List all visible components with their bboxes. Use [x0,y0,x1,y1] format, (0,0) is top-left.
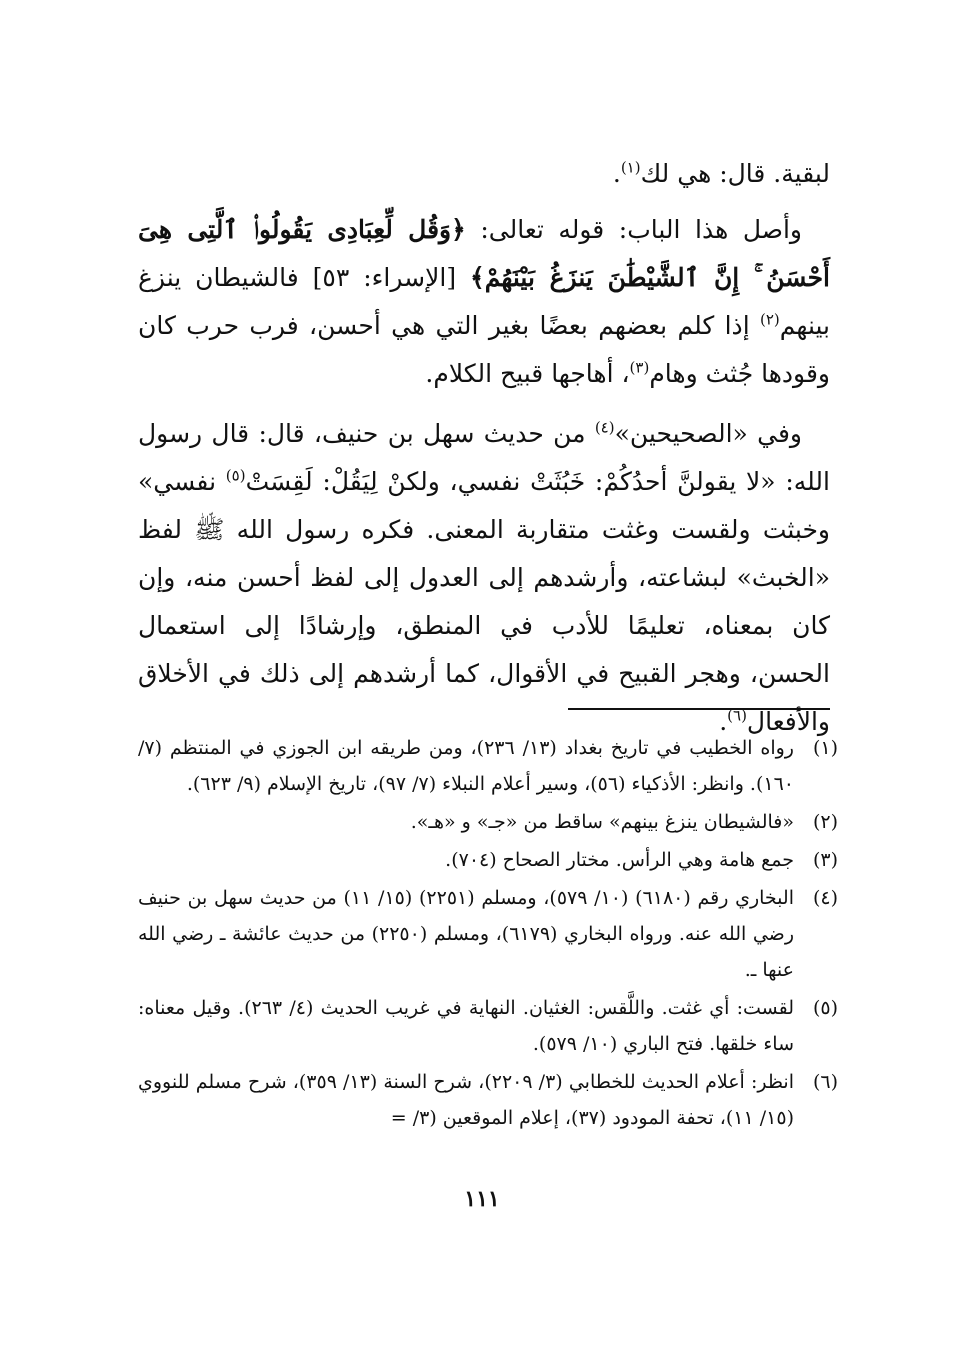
main-text [138,150,830,758]
footnote-item [138,880,838,988]
footnote-item [138,842,838,878]
footnote-item [138,1064,838,1136]
footnote-number: (٤) [812,887,838,909]
text-segment: [الإسراء: ٥٣] فالشيطان ينزغ بينهم [138,263,830,340]
page-number: ١١١ [464,1186,500,1212]
footnote-ref: (٣) [629,358,650,377]
footnote-ref: (٦) [727,706,747,725]
text-segment: من حديث سهل بن حنيف، قال: قال رسول الله: «لا يقولنَّ أحدُكُمْ: خَبُثَتْ نفسي، ولكنْ لِيَقُلْ: لَقِسَتْ [138,419,830,496]
footnote-ref: (٥) [225,466,246,485]
text-segment: ، أهاجها قبيح الكلام. [425,359,630,388]
footnote-separator [568,708,830,710]
footnote-text: «فالشيطان ينزغ بينهم» ساقط من «جـ» و «هـ». [410,811,794,833]
footnote-ref: (١) [620,158,641,177]
footnote-text: انظر: أعلام الحديث للخطابي (٣/ ٢٢٠٩)، شرح السنة (١٣/ ٣٥٩)، شرح مسلم للنووي (١٥/ ١١)، تحفة المودود (٣٧)، إعلام الموقعين (٣/ = [138,1071,794,1129]
footnotes [138,730,838,1138]
text-segment: إذا كلم بعضهم بعضًا بغير التي هي أحسن، فرب حرب كان وقودها جُثث وهام [138,311,830,388]
footnote-number: (٥) [812,997,838,1019]
footnote-ref: (٢) [760,310,780,329]
footnote-number: (٢) [812,811,838,833]
text-segment: . [719,707,728,736]
footnote-item [138,804,838,840]
footnote-text: البخاري رقم (٦١٨٠) (١٠/ ٥٧٩)، ومسلم (٢٢٥١) (١٥/ ١١) من حديث سهل بن حنيف رضي الله عنه. ورواه البخاري (٦١٧٩)، ومسلم (٢٢٥٠) من حديث عائشة ـ رضي الله عنها ـ. [138,887,794,981]
text-segment: لبقية. قال: هي لك [640,159,830,188]
footnote-text: رواه الخطيب في تاريخ بغداد (١٣/ ٢٣٦)، ومن طريقه ابن الجوزي في المنتظم (٧/ ١٦٠). وانظر: الأذكياء (٥٦)، وسير أعلام النبلاء (٧/ ٩٧)، تاريخ الإسلام (٩/ ٦٢٣). [138,737,794,795]
footnote-ref: (٤) [594,418,615,437]
paragraph-2 [138,206,830,398]
paragraph-3 [138,410,830,746]
footnote-item [138,730,838,802]
paragraph-1 [138,150,830,198]
footnote-item [138,990,838,1062]
quran-verse: ﴿وَقُل لِّعِبَادِى يَقُولُوا۟ ٱلَّتِى هِىَ أَحْسَنُ ۚ إِنَّ ٱلشَّيْطَٰنَ يَنزَغُ بَيْنَهُمْ﴾ [138,215,830,292]
footnote-number: (٣) [812,849,838,871]
footnote-text: لقست: أي غثت. واللَّقس: الغثيان. النهاية في غريب الحديث (٤/ ٢٦٣). وقيل معناه: ساء خلقها. فتح الباري (١٠/ ٥٧٩). [138,997,794,1055]
text-segment: نفسي» وخبثت ولقست وغثت متقاربة المعنى. فكره رسول الله ﷺ لفظ «الخبث» لبشاعته، وأرشدهم إلى العدول إلى لفظ أحسن منه، وإن كان بمعناه، تعليمًا للأدب في المنطق، وإرشادًا إلى استعمال الحسن، وهجر القبيح في الأقوال، كما أرشدهم إلى ذلك في الأخلاق والأفعال [138,467,830,736]
footnote-number: (١) [812,737,838,759]
footnote-text: جمع هامة وهي الرأس. مختار الصحاح (٧٠٤). [445,849,794,871]
text-segment: . [612,159,621,188]
text-segment: وفي «الصحيحين» [614,419,802,448]
text-segment: وأصل هذا الباب: قوله تعالى: [465,215,802,244]
footnote-number: (٦) [812,1071,838,1093]
